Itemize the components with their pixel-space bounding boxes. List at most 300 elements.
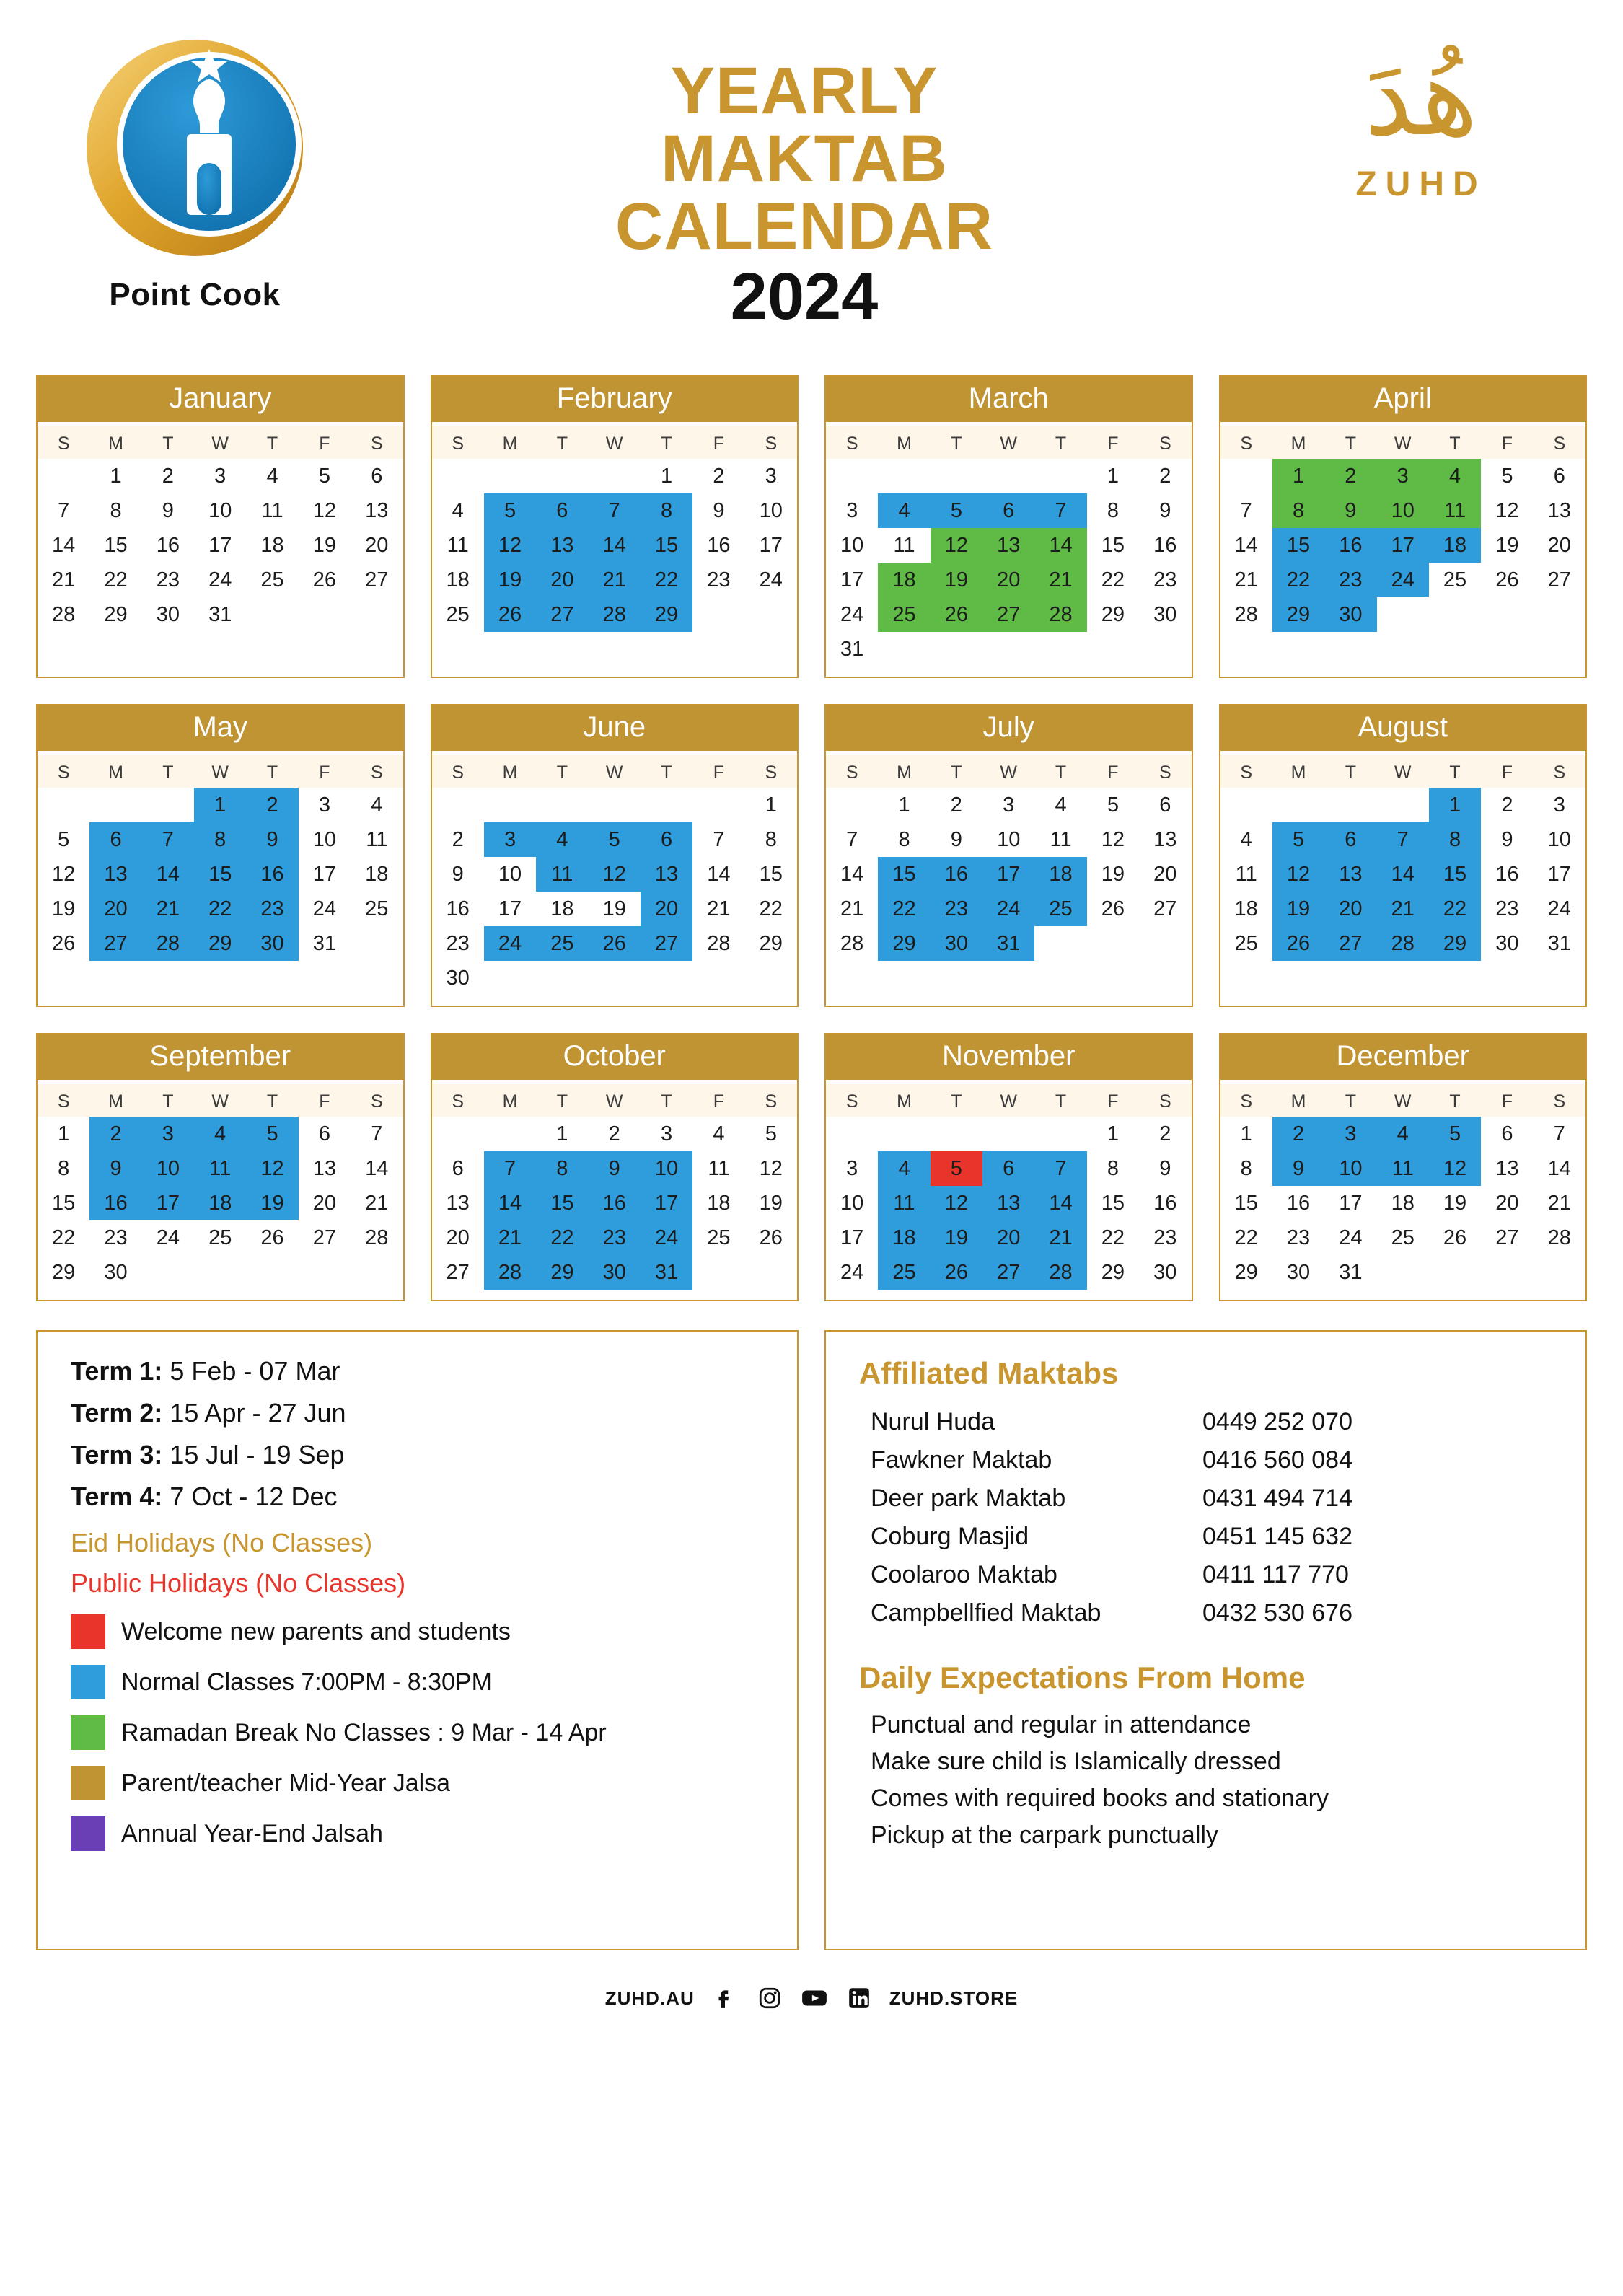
calendar-day: 27 [536,597,588,632]
calendar-day: 31 [840,637,864,661]
calendar-day: 28 [1034,597,1086,632]
calendar-empty-cell [982,632,1034,667]
title-line-2: MAKTAB [661,121,948,195]
calendar-empty-cell [1034,1117,1086,1151]
calendar-day: 20 [536,563,588,597]
calendar-empty-cell [589,788,641,822]
calendar-day: 6 [318,1122,330,1145]
weekday-header: T [931,426,982,459]
calendar-day: 21 [1034,563,1086,597]
calendar-empty-cell [299,597,351,632]
calendar-day: 14 [1234,533,1258,557]
calendar-day: 12 [52,862,76,886]
weekday-header: F [299,426,351,459]
term-label: Term 1: [71,1356,163,1386]
calendar-empty-cell [1377,788,1429,822]
calendar-day: 31 [982,926,1034,961]
calendar-day: 17 [142,1186,194,1220]
calendar-day: 8 [898,827,910,851]
calendar-day: 17 [840,568,864,591]
calendar-day: 5 [484,493,536,528]
month-day-table [432,426,798,632]
weekday-header: F [299,1084,351,1117]
daily-expectations-heading: Daily Expectations From Home [859,1661,1306,1694]
calendar-day: 8 [110,498,122,522]
calendar-day: 29 [104,602,128,626]
calendar-day: 18 [260,533,284,557]
calendar-day: 27 [365,568,389,591]
calendar-day: 12 [1429,1151,1481,1186]
calendar-day: 18 [878,563,930,597]
calendar-day: 10 [759,498,783,522]
calendar-day: 21 [1377,892,1429,926]
calendar-empty-cell [982,1117,1034,1151]
facebook-icon[interactable] [711,1984,739,2013]
calendar-day: 18 [1429,528,1481,563]
calendar-day: 5 [318,464,330,488]
month-name: July [826,705,1192,751]
legend-label: Welcome new parents and students [121,1617,511,1645]
calendar-day: 15 [641,528,692,563]
weekday-header: F [1087,1084,1139,1117]
calendar-day: 20 [1495,1191,1519,1215]
month-name: January [38,377,403,422]
calendar-day: 6 [982,1151,1034,1186]
legend-item [71,1614,764,1649]
calendar-day: 24 [1339,1226,1363,1249]
calendar-day: 4 [713,1122,725,1145]
calendar-day: 4 [878,493,930,528]
calendar-day: 25 [365,897,389,920]
weekday-header: T [641,426,692,459]
linkedin-icon[interactable] [845,1984,874,2013]
weekday-header: T [536,1084,588,1117]
calendar-day: 8 [765,827,777,851]
calendar-day: 8 [1107,1156,1119,1180]
calendar-day: 5 [246,1117,298,1151]
weekday-header: S [1139,755,1191,788]
maktab-phone: 0449 252 070 [1202,1408,1352,1435]
calendar-day: 30 [1153,602,1177,626]
calendar-empty-cell [351,926,403,961]
calendar-day: 5 [931,493,982,528]
calendar-day: 3 [846,1156,858,1180]
maktab-row [859,1485,1552,1513]
calendar-day: 5 [58,827,70,851]
calendar-empty-cell [878,459,930,493]
calendar-empty-cell [194,1255,246,1290]
calendar-day: 26 [1443,1226,1467,1249]
term-dates-list [71,1356,764,1512]
weekday-header: T [246,426,298,459]
calendar-day: 18 [550,897,574,920]
expectation-line: Pickup at the carpark punctually [871,1821,1218,1849]
public-holidays-note: Public Holidays (No Classes) [71,1568,406,1598]
calendar-day: 8 [58,1156,70,1180]
calendar-day: 13 [1153,827,1177,851]
weekday-header: W [589,755,641,788]
calendar-day: 1 [1429,788,1481,822]
maktab-row [859,1523,1552,1551]
calendar-day: 29 [641,597,692,632]
calendar-day: 10 [498,862,522,886]
weekday-header: S [826,426,878,459]
calendar-day: 13 [365,498,389,522]
month-day-table [826,426,1192,667]
calendar-day: 26 [1272,926,1324,961]
calendar-day: 12 [931,528,982,563]
weekday-header: W [1377,426,1429,459]
calendar-day: 22 [759,897,783,920]
calendar-day: 16 [1153,533,1177,557]
calendar-day: 21 [707,897,731,920]
maktab-row [859,1599,1552,1627]
calendar-day: 10 [1377,493,1429,528]
weekday-header: T [246,1084,298,1117]
maktab-contact-list [859,1408,1552,1627]
calendar-day: 23 [246,892,298,926]
calendar-day: 2 [1159,1122,1171,1145]
calendar-empty-cell [246,597,298,632]
calendar-day: 7 [1034,493,1086,528]
calendar-day: 1 [194,788,246,822]
calendar-day: 14 [1547,1156,1571,1180]
calendar-day: 15 [1429,857,1481,892]
maktab-phone: 0451 145 632 [1202,1523,1352,1550]
weekday-header: S [1139,426,1191,459]
calendar-day: 1 [898,793,910,817]
calendar-day: 24 [982,892,1034,926]
calendar-day: 5 [1272,822,1324,857]
calendar-day: 20 [446,1226,470,1249]
weekday-header: S [1220,755,1272,788]
calendar-empty-cell [142,788,194,822]
calendar-day: 11 [1050,827,1072,851]
weekday-header: S [745,755,797,788]
footer-website-left[interactable]: ZUHD.AU [604,1987,695,2009]
calendar-day: 20 [982,1220,1034,1255]
calendar-day: 6 [982,493,1034,528]
month-day-table [826,1084,1192,1290]
weekday-header: T [1034,426,1086,459]
term-label: Term 4: [71,1482,163,1511]
calendar-day: 8 [1240,1156,1252,1180]
weekday-header: S [432,426,484,459]
calendar-empty-cell [484,788,536,822]
calendar-day: 10 [1324,1151,1376,1186]
month-name: October [432,1034,798,1080]
footer-website-right[interactable]: ZUHD.STORE [889,1987,1019,2009]
calendar-day: 7 [589,493,641,528]
calendar-day: 31 [208,602,232,626]
calendar-day: 29 [759,931,783,955]
calendar-empty-cell [878,1117,930,1151]
calendar-day: 30 [1324,597,1376,632]
calendar-day: 3 [660,1122,673,1145]
calendar-day: 30 [156,602,180,626]
calendar-day: 23 [707,568,731,591]
calendar-empty-cell [931,632,982,667]
weekday-header: M [878,755,930,788]
calendar-empty-cell [826,459,878,493]
calendar-empty-cell [1481,597,1533,632]
calendar-day: 25 [1234,931,1258,955]
calendar-day: 12 [1495,498,1519,522]
calendar-day: 5 [1501,464,1513,488]
info-panels [0,1301,1623,1950]
calendar-empty-cell [484,961,536,995]
calendar-day: 28 [707,931,731,955]
calendar-day: 17 [759,533,783,557]
calendar-day: 1 [660,464,673,488]
maktab-row [859,1561,1552,1589]
calendar-day: 17 [1339,1191,1363,1215]
calendar-day: 4 [1055,793,1067,817]
maktab-phone: 0416 560 084 [1202,1446,1352,1474]
calendar-day: 26 [759,1226,783,1249]
calendar-day: 21 [840,897,864,920]
calendar-day: 22 [1101,568,1125,591]
weekday-header: S [432,755,484,788]
calendar-day: 14 [52,533,76,557]
calendar-day: 21 [365,1191,389,1215]
calendar-day: 8 [194,822,246,857]
calendar-day: 6 [1553,464,1565,488]
calendar-day: 27 [1547,568,1571,591]
calendar-empty-cell [1220,459,1272,493]
calendar-day: 12 [484,528,536,563]
youtube-icon[interactable] [800,1984,829,2013]
organization-logo-block [50,29,339,313]
calendar-day: 7 [371,1122,383,1145]
brand-logo-block [1270,29,1573,204]
calendar-day: 17 [498,897,522,920]
calendar-day: 17 [641,1186,692,1220]
weekday-header: W [589,1084,641,1117]
calendar-day: 13 [1547,498,1571,522]
calendar-day: 11 [261,498,283,522]
calendar-day: 12 [931,1186,982,1220]
weekday-header: T [536,426,588,459]
calendar-day: 18 [1234,897,1258,920]
weekday-header: S [351,755,403,788]
weekday-header: T [142,1084,194,1117]
weekday-header: M [1272,1084,1324,1117]
calendar-day: 14 [365,1156,389,1180]
weekday-header: T [641,755,692,788]
calendar-day: 18 [1391,1191,1415,1215]
calendar-day: 11 [447,533,469,557]
calendar-day: 21 [52,568,76,591]
calendar-day: 26 [312,568,337,591]
weekday-header: F [299,755,351,788]
calendar-day: 19 [931,563,982,597]
weekday-header: W [194,426,246,459]
month-name: September [38,1034,403,1080]
calendar-day: 21 [1034,1220,1086,1255]
eid-holidays-note: Eid Holidays (No Classes) [71,1528,373,1557]
calendar-day: 17 [312,862,337,886]
calendar-day: 25 [1034,892,1086,926]
calendar-day: 2 [89,1117,141,1151]
weekday-header: T [1324,755,1376,788]
month-day-table [432,1084,798,1290]
calendar-day: 19 [312,533,337,557]
calendar-day: 24 [641,1220,692,1255]
calendar-day: 6 [641,822,692,857]
calendar-empty-cell [432,1117,484,1151]
weekday-header: W [1377,1084,1429,1117]
month-card [824,1033,1193,1301]
calendar-day: 29 [1101,1260,1125,1284]
instagram-icon[interactable] [755,1984,784,2013]
calendar-empty-cell [982,459,1034,493]
calendar-day: 24 [1377,563,1429,597]
calendar-day: 26 [1101,897,1125,920]
weekday-header: M [484,755,536,788]
weekday-header: S [351,426,403,459]
calendar-day: 9 [589,1151,641,1186]
calendar-empty-cell [38,788,89,822]
calendar-empty-cell [1087,632,1139,667]
calendar-day: 25 [878,1255,930,1290]
calendar-empty-cell [1139,926,1191,961]
calendar-day: 22 [878,892,930,926]
calendar-empty-cell [1377,597,1429,632]
calendar-day: 4 [452,498,464,522]
calendar-day: 19 [931,1220,982,1255]
calendar-empty-cell [589,961,641,995]
weekday-header: F [1481,426,1533,459]
calendar-empty-cell [641,961,692,995]
weekday-header: S [1220,1084,1272,1117]
maktab-name: Campbellfied Maktab [871,1599,1101,1627]
calendar-day: 18 [365,862,389,886]
weekday-header: T [1324,1084,1376,1117]
weekday-header: S [38,1084,89,1117]
page-footer [0,1950,1623,2013]
calendar-day: 12 [246,1151,298,1186]
calendar-day: 12 [1101,827,1125,851]
calendar-day: 13 [982,528,1034,563]
weekday-header: S [1534,755,1585,788]
calendar-day: 9 [246,822,298,857]
calendar-day: 27 [446,1260,470,1284]
legend-color-swatch [71,1614,105,1649]
weekday-header: F [1087,426,1139,459]
calendar-day: 30 [1495,931,1519,955]
calendar-day: 30 [104,1260,128,1284]
calendar-day: 23 [1286,1226,1311,1249]
maktab-phone: 0432 530 676 [1202,1599,1352,1627]
weekday-header: T [1429,755,1481,788]
calendar-day: 25 [536,926,588,961]
calendar-empty-cell [536,459,588,493]
calendar-day: 11 [708,1156,730,1180]
weekday-header: T [1324,426,1376,459]
calendar-day: 28 [142,926,194,961]
calendar-day: 23 [446,931,470,955]
calendar-day: 28 [484,1255,536,1290]
calendar-day: 30 [246,926,298,961]
month-card [824,375,1193,678]
calendar-empty-cell [1034,926,1086,961]
month-day-table [38,755,403,961]
calendar-day: 18 [878,1220,930,1255]
calendar-day: 21 [589,563,641,597]
weekday-header: M [484,426,536,459]
calendar-day: 24 [156,1226,180,1249]
calendar-day: 1 [1107,1122,1119,1145]
calendar-day: 25 [1443,568,1467,591]
month-card [36,375,405,678]
weekday-header: S [38,755,89,788]
calendar-empty-cell [1534,1255,1585,1290]
daily-expectations-list [859,1711,1552,1849]
weekday-header: T [1034,1084,1086,1117]
calendar-day: 14 [840,862,864,886]
calendar-day: 2 [1159,464,1171,488]
calendar-day: 2 [246,788,298,822]
maktab-row [859,1446,1552,1474]
calendar-day: 24 [312,897,337,920]
calendar-empty-cell [536,788,588,822]
calendar-day: 14 [484,1186,536,1220]
calendar-day: 8 [536,1151,588,1186]
weekday-header: S [745,426,797,459]
calendar-day: 4 [536,822,588,857]
weekday-header: W [1377,755,1429,788]
term-row [71,1398,764,1428]
calendar-day: 9 [1159,1156,1171,1180]
calendar-day: 22 [52,1226,76,1249]
calendar-day: 14 [1377,857,1429,892]
calendar-day: 15 [1101,533,1125,557]
calendar-day: 26 [589,926,641,961]
month-card [1219,375,1588,678]
calendar-day: 3 [318,793,330,817]
weekday-header: T [641,1084,692,1117]
legend-label: Normal Classes 7:00PM - 8:30PM [121,1668,492,1696]
term-dates: 15 Apr - 27 Jun [170,1398,346,1428]
term-row [71,1482,764,1512]
calendar-day: 19 [1495,533,1519,557]
calendar-empty-cell [692,1255,744,1290]
calendar-day: 17 [208,533,232,557]
weekday-header: M [484,1084,536,1117]
branch-name: Point Cook [109,277,281,312]
calendar-day: 29 [1101,602,1125,626]
calendar-empty-cell [1534,597,1585,632]
calendar-empty-cell [641,788,692,822]
calendar-day: 29 [52,1260,76,1284]
calendar-day: 29 [1234,1260,1258,1284]
calendar-day: 23 [1153,1226,1177,1249]
calendar-day: 9 [1272,1151,1324,1186]
calendar-day: 1 [765,793,777,817]
weekday-header: S [432,1084,484,1117]
term-row [71,1440,764,1470]
calendar-day: 8 [1429,822,1481,857]
calendar-day: 6 [1324,822,1376,857]
calendar-empty-cell [536,961,588,995]
weekday-header: T [1429,1084,1481,1117]
page-header [0,0,1623,375]
calendar-day: 5 [1107,793,1119,817]
calendar-day: 12 [312,498,337,522]
weekday-header: W [194,1084,246,1117]
month-name: March [826,377,1192,422]
